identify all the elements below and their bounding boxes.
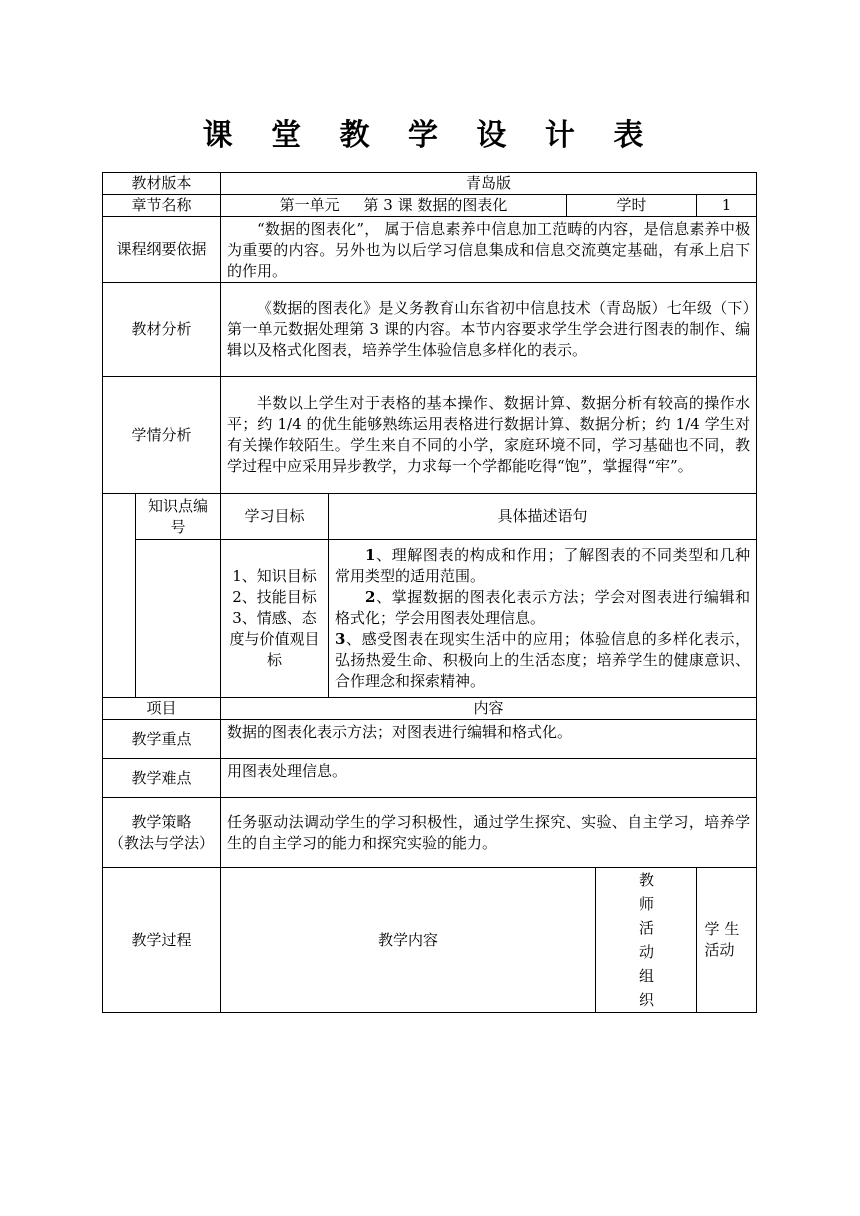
process-student-cell: 学 生 活动 (697, 868, 757, 1013)
row-item-header (103, 698, 757, 720)
text-syllabus: “数据的图表化”， 属于信息素养中信息加工范畴的内容，是信息素养中极为重要的内容。另外也为以后学习信息集成和信息交流奠定基础，有承上启下的作用。 (221, 217, 757, 283)
row-teaching-process (103, 868, 757, 1013)
row-syllabus (103, 217, 757, 283)
value-textbook-version: 青岛版 (221, 173, 757, 195)
learning-goals-cell (221, 540, 329, 698)
row-textbook-version (103, 173, 757, 195)
label-syllabus: 课程纲要依据 (103, 217, 221, 283)
label-key-points: 教学重点 (103, 720, 221, 759)
process-content-cell: 教学内容 (221, 868, 596, 1013)
label-strategy: 教学策略 （教法与学法） (103, 798, 221, 868)
lesson-design-table (102, 172, 757, 1013)
chapter-lesson: 第 3 课 数据的图表化 (363, 196, 508, 214)
label-student-analysis: 学情分析 (103, 377, 221, 494)
row-chapter (103, 195, 757, 217)
label-textbook-version: 教材版本 (103, 173, 221, 195)
col-description: 具体描述语句 (329, 494, 757, 540)
label-chapter: 章节名称 (103, 195, 221, 217)
row-key-points (103, 720, 757, 759)
goal-knowledge: 1、知识目标 (232, 567, 317, 585)
row-objectives-body (103, 540, 757, 698)
col-knowledge-point: 知识点编号 (136, 494, 221, 540)
col-learning-goal: 学习目标 (221, 494, 329, 540)
label-teaching-process: 教学过程 (103, 868, 221, 1013)
goal-skill: 2、技能目标 (232, 588, 317, 606)
description-2: 2、掌握数据的图表化表示方法；学会对图表进行编辑和格式化；学会用图表处理信息。 (335, 588, 751, 627)
page-title: 课 堂 教 学 设 计 表 (202, 118, 658, 153)
text-student-analysis: 半数以上学生对于表格的基本操作、数据计算、数据分析有较高的操作水平；约 1/4 的优生能够熟练运用表格进行数据计算、数据分析；约 1/4 学生对有关操作较陌生。学生来自不同的小学，家庭环境不同，学习基础也不同，教学过程中应采用异步教学，力求每一个学都能吃得“饱”，掌握得“牢”。 (221, 377, 757, 494)
description-3: 3、感受图表在现实生活中的应用；体验信息的多样化表示，弘扬热爱生命、积极向上的生活态度；培养学生的健康意识、合作理念和探索精神。 (335, 630, 751, 690)
label-hours: 学时 (567, 195, 697, 217)
objectives-blank-cell (103, 494, 136, 698)
row-strategy (103, 798, 757, 868)
row-objectives-header (103, 494, 757, 540)
knowledge-point-cell (136, 540, 221, 698)
text-difficulties: 用图表处理信息。 (221, 759, 757, 798)
process-teacher-cell: 教师活动组织 (596, 868, 697, 1013)
description-1: 1、理解图表的构成和作用；了解图表的不同类型和几种常用类型的适用范围。 (335, 546, 751, 585)
descriptions-cell (329, 540, 757, 698)
text-key-points: 数据的图表化表示方法；对图表进行编辑和格式化。 (221, 720, 757, 759)
value-chapter (221, 195, 567, 217)
header-item: 项目 (103, 698, 221, 720)
row-difficulties (103, 759, 757, 798)
header-content: 内容 (221, 698, 757, 720)
label-difficulties: 教学难点 (103, 759, 221, 798)
row-student-analysis (103, 377, 757, 494)
text-material-analysis: 《数据的图表化》是义务教育山东省初中信息技术（青岛版）七年级（下）第一单元数据处理第 3 课的内容。本节内容要求学生学会进行图表的制作、编辑以及格式化图表，培养学生体验信息多样化的表示。 (221, 283, 757, 377)
chapter-unit: 第一单元 (279, 196, 340, 214)
value-hours: 1 (697, 195, 757, 217)
row-material-analysis (103, 283, 757, 377)
label-material-analysis: 教材分析 (103, 283, 221, 377)
goal-attitude: 3、情感、态度与价值观目标 (229, 609, 320, 669)
text-strategy: 任务驱动法调动学生的学习积极性，通过学生探究、实验、自主学习，培养学生的自主学习的能力和探究实验的能力。 (221, 798, 757, 868)
